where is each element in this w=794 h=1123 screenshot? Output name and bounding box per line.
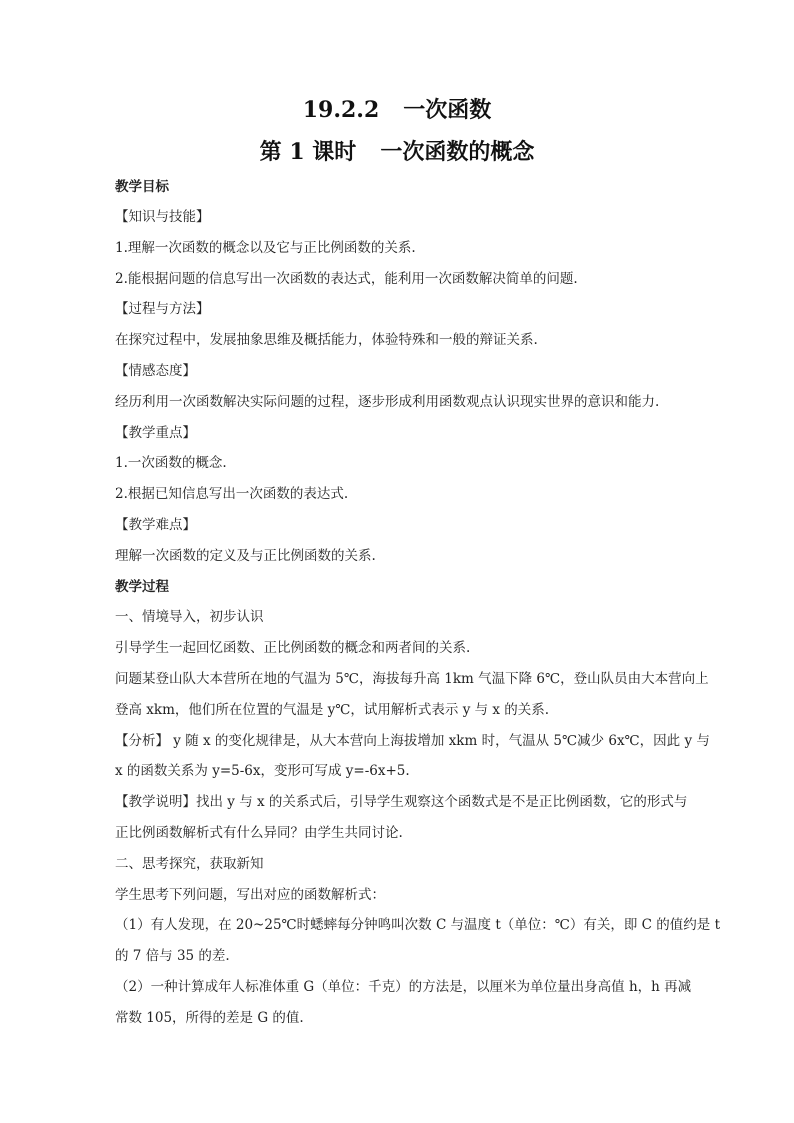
subheading-knowledge-skills: 【知识与技能】 xyxy=(115,209,210,225)
goal-item-2: 2.能根据问题的信息写出一次函数的表达式，能利用一次函数解决简单的问题. xyxy=(115,271,578,287)
paragraph-review: 引导学生一起回忆函数、正比例函数的概念和两者间的关系. xyxy=(115,640,471,656)
exercise-2-line-2: 常数 105，所得的差是 G 的值. xyxy=(115,1010,304,1026)
teaching-note-line-2: 正比例函数解析式有什么异同？由学生共同讨论. xyxy=(115,825,403,841)
lesson-number: 第 1 课时 xyxy=(259,139,357,165)
heading-teaching-process: 教学过程 xyxy=(115,579,169,595)
goal-item-1: 1.理解一次函数的概念以及它与正比例函数的关系. xyxy=(115,240,416,256)
key-point-1: 1.一次函数的概念. xyxy=(115,455,227,471)
subheading-difficulties: 【教学难点】 xyxy=(115,517,196,533)
exercise-2-line-1: （2）一种计算成年人标准体重 G（单位：千克）的方法是，以厘米为单位量出身高值 h，h 再减 xyxy=(115,979,692,995)
section-number: 19.2.2 xyxy=(302,97,380,123)
problem-text-line-1: 问题某登山队大本营所在地的气温为 5℃，海拔每升高 1km 气温下降 6℃，登山队员由大本营向上 xyxy=(115,671,709,687)
section-2-heading: 二、思考探究，获取新知 xyxy=(115,856,264,872)
subheading-key-points: 【教学重点】 xyxy=(115,425,196,441)
exercise-1-line-2: 的 7 倍与 35 的差. xyxy=(115,948,230,964)
subheading-process-method: 【过程与方法】 xyxy=(115,301,210,317)
exercise-intro: 学生思考下列问题，写出对应的函数解析式： xyxy=(115,887,385,903)
lesson-title xyxy=(0,135,794,166)
analysis-line-2: x 的函数关系为 y=5-6x，变形可写成 y=-6x+5. xyxy=(115,763,410,779)
analysis-line-1: 【分析】 y 随 x 的变化规律是，从大本营向上海拔增加 xkm 时，气温从 5℃减少 6x℃，因此 y 与 xyxy=(115,733,710,749)
difficulty-text: 理解一次函数的定义及与正比例函数的关系. xyxy=(115,548,376,564)
attitude-text: 经历利用一次函数解决实际问题的过程，逐步形成利用函数观点认识现实世界的意识和能力. xyxy=(115,394,660,410)
teaching-note-line-1: 【教学说明】找出 y 与 x 的关系式后，引导学生观察这个函数式是不是正比例函数，它的形式与 xyxy=(115,794,688,810)
key-point-2: 2.根据已知信息写出一次函数的表达式. xyxy=(115,486,349,502)
heading-teaching-goals: 教学目标 xyxy=(115,179,169,195)
exercise-1-line-1: （1）有人发现，在 20~25℃时蟋蟀每分钟鸣叫次数 C 与温度 t（单位：℃）有关，即 C 的值约是 t xyxy=(115,917,721,933)
problem-text-line-2: 登高 xkm，他们所在位置的气温是 y℃，试用解析式表示 y 与 x 的关系. xyxy=(115,702,550,718)
lesson-topic: 一次函数的概念 xyxy=(380,139,535,165)
section-name: 一次函数 xyxy=(403,97,492,123)
subheading-attitude: 【情感态度】 xyxy=(115,363,196,379)
process-method-text: 在探究过程中，发展抽象思维及概括能力，体验特殊和一般的辩证关系. xyxy=(115,332,538,348)
section-title xyxy=(0,93,794,124)
section-1-heading: 一、情境导入，初步认识 xyxy=(115,609,264,625)
